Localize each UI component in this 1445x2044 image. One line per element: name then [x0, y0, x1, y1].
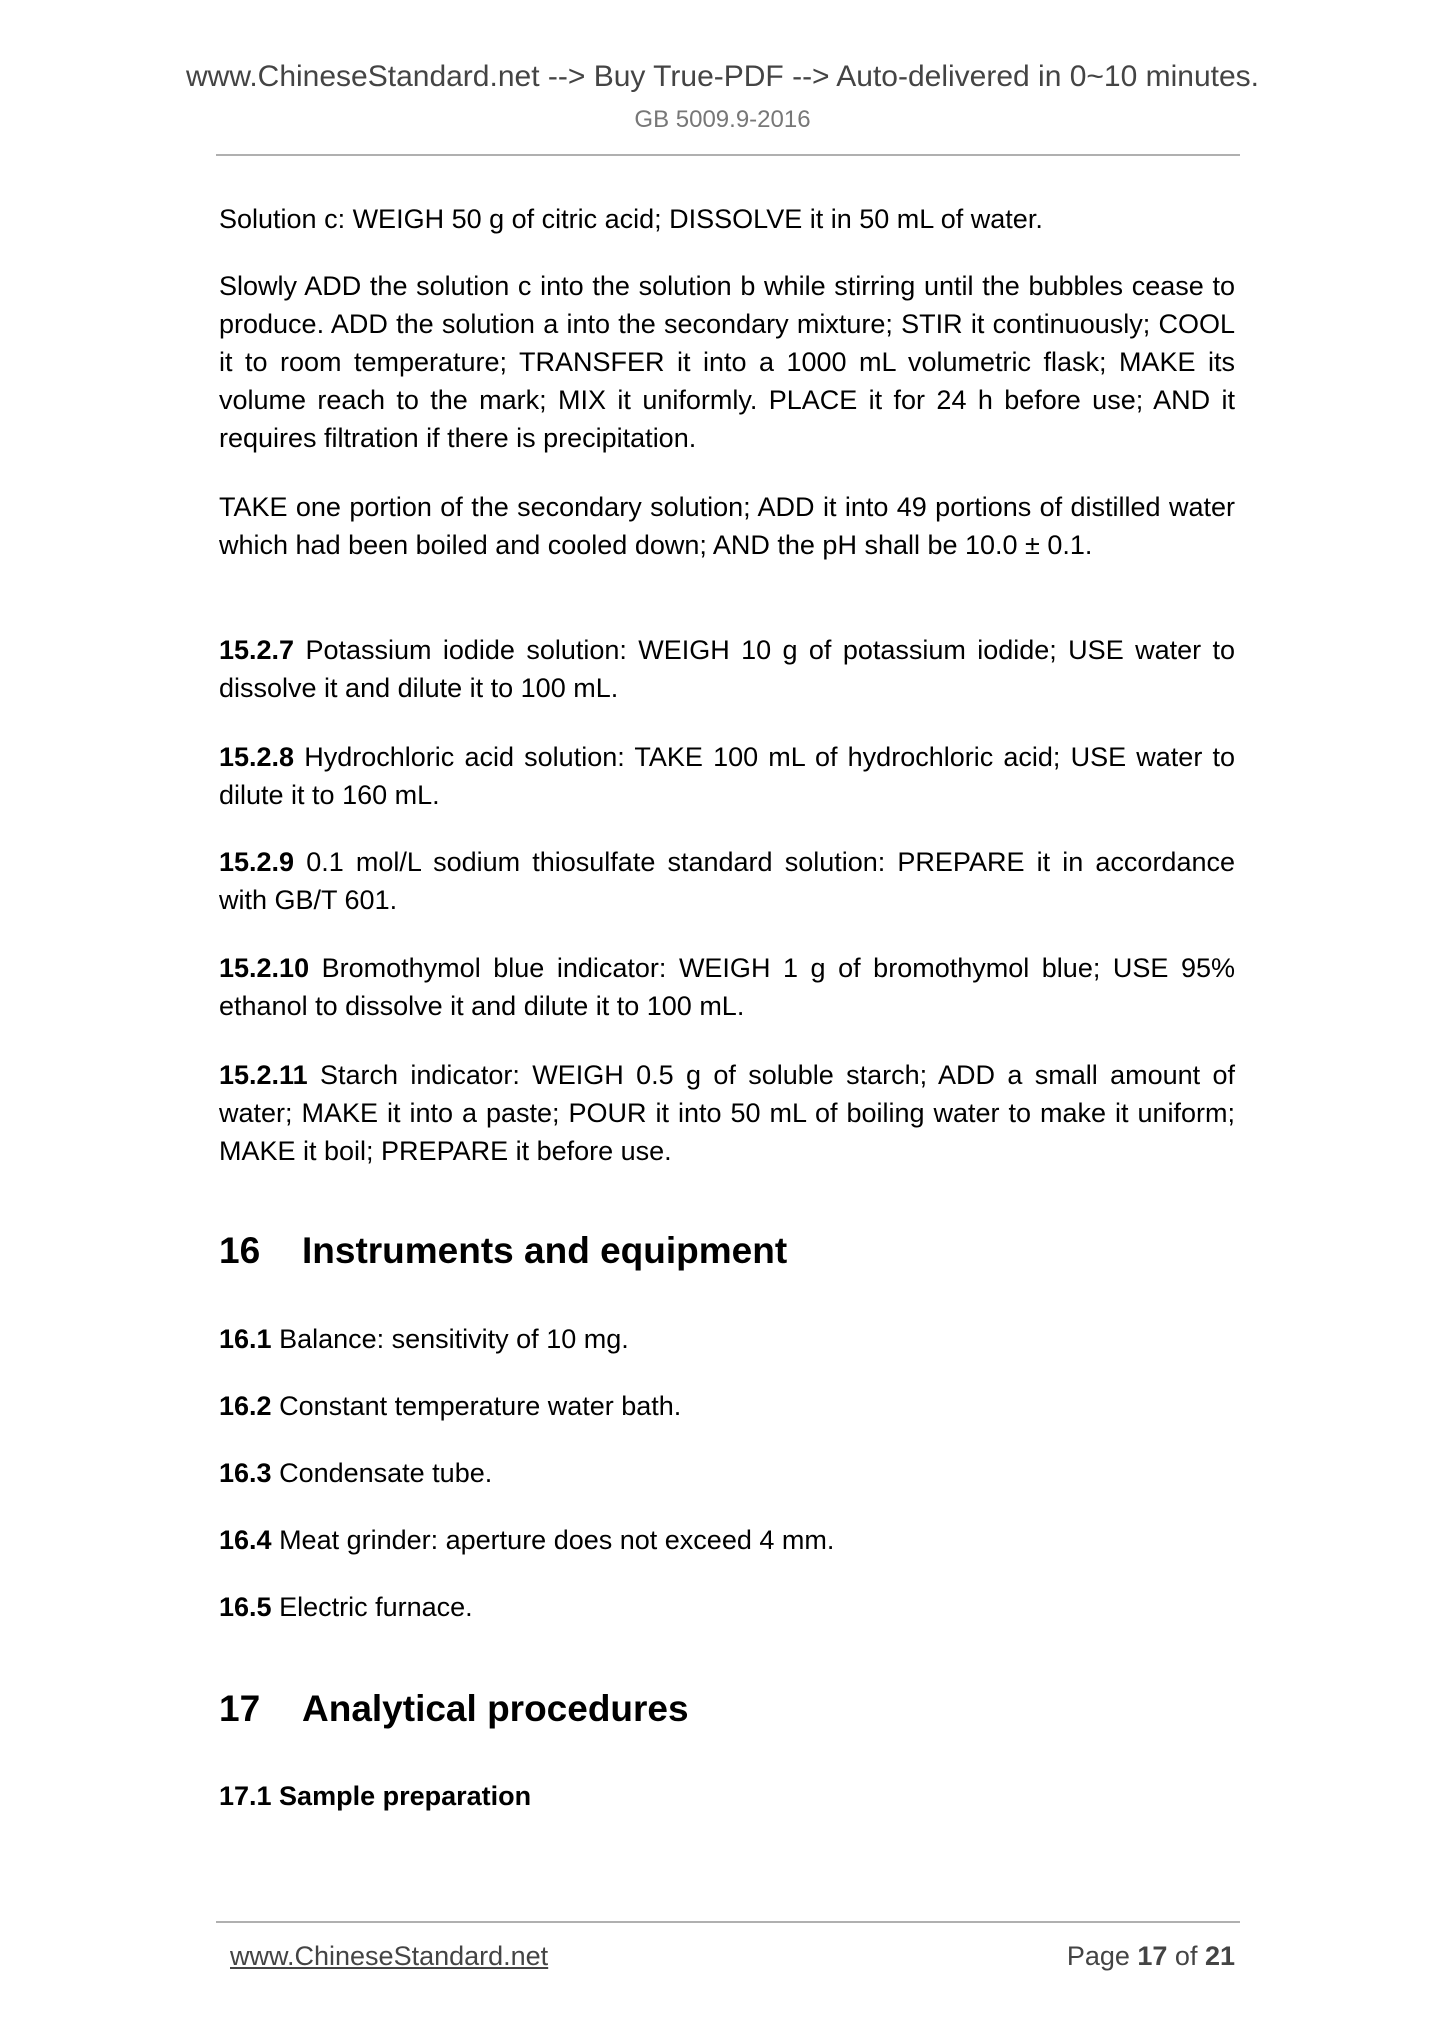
paragraph: TAKE one portion of the secondary solution; ADD it into 49 portions of distilled water which had been boiled and cooled down; AND the pH shall be 10.0 ± 0.1. — [219, 492, 1235, 560]
item-16-2: 16.2 Constant temperature water bath. — [219, 1391, 682, 1421]
item-16-3: 16.3 Condensate tube. — [219, 1458, 493, 1488]
paragraph-15-2-7: 15.2.7 Potassium iodide solution: WEIGH 10 g of potassium iodide; USE water to dissolve it and dilute it to 100 mL. — [219, 635, 1235, 703]
paragraph-15-2-8: 15.2.8 Hydrochloric acid solution: TAKE 100 mL of hydrochloric acid; USE water to dilute it to 160 mL. — [219, 742, 1235, 810]
footer-divider — [216, 1921, 1240, 1923]
subsection-heading-17-1: 17.1 Sample preparation — [219, 1781, 532, 1811]
item-16-5: 16.5 Electric furnace. — [219, 1592, 473, 1622]
header-divider — [216, 154, 1240, 156]
standard-number: GB 5009.9-2016 — [634, 106, 811, 133]
paragraph-15-2-11: 15.2.11 Starch indicator: WEIGH 0.5 g of soluble starch; ADD a small amount of water; MAKE it into a paste; POUR it into 50 mL of boiling water to make it uniform; MAKE it boil; PREPARE it before use. — [219, 1060, 1235, 1166]
item-16-4: 16.4 Meat grinder: aperture does not exceed 4 mm. — [219, 1525, 835, 1555]
header-banner: www.ChineseStandard.net --> Buy True-PDF --> Auto-delivered in 0~10 minutes. — [185, 60, 1260, 93]
paragraph: Slowly ADD the solution c into the solution b while stirring until the bubbles cease to produce. ADD the solution a into the secondary mixture; STIR it continuously; COOL it to room temperature; TRANSFER it into a 1000 mL volumetric flask; MAKE its volume reach to the mark; MIX it uniformly. PLACE it for 24 h before use; AND it requires filtration if there is precipitation. — [219, 271, 1235, 453]
paragraph-15-2-10: 15.2.10 Bromothymol blue indicator: WEIGH 1 g of bromothymol blue; USE 95% ethanol to dissolve it and dilute it to 100 mL. — [219, 953, 1235, 1021]
item-16-1: 16.1 Balance: sensitivity of 10 mg. — [219, 1324, 629, 1354]
section-heading-17: 17 Analytical procedures — [219, 1688, 689, 1729]
section-heading-16: 16 Instruments and equipment — [219, 1230, 788, 1271]
footer-site-link[interactable]: www.ChineseStandard.net — [230, 1941, 549, 1971]
paragraph: Solution c: WEIGH 50 g of citric acid; DISSOLVE it in 50 mL of water. — [219, 204, 1043, 234]
paragraph-15-2-9: 15.2.9 0.1 mol/L sodium thiosulfate standard solution: PREPARE it in accordance with GB/T 601. — [219, 847, 1235, 915]
page-indicator: Page 17 of 21 — [1066, 1941, 1235, 1971]
